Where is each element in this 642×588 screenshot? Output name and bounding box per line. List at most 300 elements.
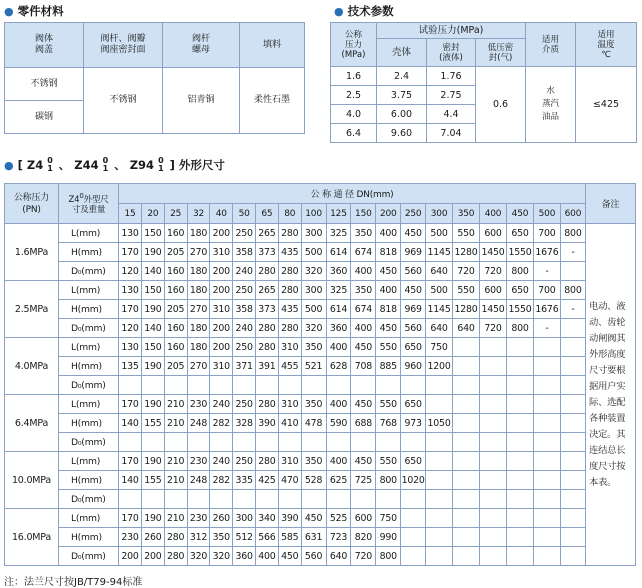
value-cell	[506, 471, 533, 490]
value-cell	[426, 528, 453, 547]
pressure-cell: 16.0MPa	[5, 509, 59, 566]
value-cell: 170	[119, 300, 142, 319]
dn-header-cell: 40	[210, 204, 233, 224]
value-cell: 560	[401, 262, 426, 281]
value-cell: 600	[480, 224, 507, 243]
dims-header-note: 备注	[585, 184, 635, 224]
value-cell: 230	[187, 509, 210, 528]
tech-medium: 水 蒸汽 油品	[526, 67, 576, 143]
value-cell: 200	[210, 224, 233, 243]
value-cell: 260	[141, 528, 164, 547]
value-cell	[119, 376, 142, 395]
value-cell: 674	[351, 243, 376, 262]
value-cell: 210	[164, 452, 187, 471]
value-cell: 1020	[401, 471, 426, 490]
bullet-icon: ●	[334, 4, 344, 18]
value-cell: 280	[278, 319, 301, 338]
value-cell	[506, 357, 533, 376]
value-cell: 320	[210, 547, 233, 566]
value-cell: 371	[233, 357, 256, 376]
pressure-cell: 1.6MPa	[5, 224, 59, 281]
value-cell: 1550	[506, 300, 533, 319]
row-label: H(mm)	[58, 528, 118, 547]
value-cell: 1050	[426, 414, 453, 433]
value-cell	[256, 376, 279, 395]
value-cell: 280	[164, 528, 187, 547]
value-cell	[141, 490, 164, 509]
value-cell	[480, 471, 507, 490]
value-cell	[401, 490, 426, 509]
value-cell: 450	[301, 509, 326, 528]
value-cell	[233, 376, 256, 395]
value-cell: 350	[301, 452, 326, 471]
value-cell: 135	[119, 357, 142, 376]
value-cell: 820	[351, 528, 376, 547]
value-cell: 450	[376, 319, 401, 338]
value-cell: 390	[278, 509, 301, 528]
tech-header-low: 低压密 封(气)	[476, 39, 526, 67]
tech-temp: ≤425	[576, 67, 637, 143]
value-cell	[533, 357, 560, 376]
value-cell	[164, 433, 187, 452]
value-cell: 360	[326, 319, 351, 338]
value-cell: 500	[301, 243, 326, 262]
table-row	[5, 281, 636, 300]
row-label: H(mm)	[58, 471, 118, 490]
value-cell: 358	[233, 300, 256, 319]
row-label: D₀(mm)	[58, 433, 118, 452]
value-cell	[480, 528, 507, 547]
value-cell: 280	[256, 452, 279, 471]
value-cell: -	[533, 319, 560, 338]
value-cell: 674	[351, 300, 376, 319]
value-cell: 140	[119, 471, 142, 490]
value-cell: 325	[326, 224, 351, 243]
dn-header-cell: 50	[233, 204, 256, 224]
value-cell: 450	[351, 395, 376, 414]
value-cell: 190	[141, 452, 164, 471]
dn-header-cell: 15	[119, 204, 142, 224]
value-cell	[187, 433, 210, 452]
table-row	[5, 547, 636, 566]
value-cell: 628	[326, 357, 351, 376]
pressure-cell: 2.5MPa	[5, 281, 59, 338]
table-row	[5, 319, 636, 338]
table-row	[5, 414, 636, 433]
value-cell: 800	[376, 547, 401, 566]
value-cell: 310	[278, 395, 301, 414]
value-cell: 200	[210, 262, 233, 281]
value-cell: 550	[376, 452, 401, 471]
tech-shell: 2.4	[377, 67, 427, 86]
tech-seal: 4.4	[427, 105, 476, 124]
value-cell: -	[560, 243, 585, 262]
value-cell	[210, 433, 233, 452]
value-cell: 190	[141, 357, 164, 376]
value-cell: 410	[278, 414, 301, 433]
value-cell: 478	[301, 414, 326, 433]
value-cell: 140	[141, 319, 164, 338]
value-cell	[351, 376, 376, 395]
dims-header-type: $Z4^0$外型尺 寸及重量	[58, 184, 118, 224]
value-cell: 248	[187, 471, 210, 490]
value-cell: 688	[351, 414, 376, 433]
value-cell: 640	[326, 547, 351, 566]
value-cell: 973	[401, 414, 426, 433]
value-cell	[506, 376, 533, 395]
value-cell	[326, 433, 351, 452]
tech-table	[330, 22, 637, 143]
value-cell	[278, 376, 301, 395]
value-cell: 450	[401, 224, 426, 243]
value-cell: 325	[326, 281, 351, 300]
value-cell: 360	[326, 262, 351, 281]
value-cell	[119, 490, 142, 509]
table-row	[5, 433, 636, 452]
value-cell: 130	[119, 281, 142, 300]
value-cell: 640	[426, 262, 453, 281]
value-cell: 390	[256, 414, 279, 433]
tech-pressure: 2.5	[331, 86, 377, 105]
tech-header-medium: 适用 介质	[526, 23, 576, 67]
value-cell: 180	[187, 338, 210, 357]
tech-pressure: 1.6	[331, 67, 377, 86]
value-cell: 240	[210, 452, 233, 471]
value-cell: 265	[256, 281, 279, 300]
value-cell: 340	[256, 509, 279, 528]
value-cell: 425	[256, 471, 279, 490]
dn-header-cell: 300	[426, 204, 453, 224]
value-cell: 650	[401, 395, 426, 414]
value-cell	[376, 433, 401, 452]
value-cell	[426, 547, 453, 566]
value-cell: 450	[401, 281, 426, 300]
value-cell: 130	[119, 224, 142, 243]
value-cell: 800	[506, 262, 533, 281]
bullet-icon: ●	[4, 158, 14, 172]
bullet-icon: ●	[4, 4, 14, 18]
value-cell: 180	[187, 319, 210, 338]
value-cell: 500	[301, 300, 326, 319]
dims-title: ● [ Z4 0 1 、 Z44 0 1 、 Z94 0 1 ] 外形尺寸	[4, 156, 225, 173]
tech-shell: 3.75	[377, 86, 427, 105]
value-cell: 350	[210, 528, 233, 547]
value-cell: 150	[141, 338, 164, 357]
tech-header-temp: 适用 温度 ℃	[576, 23, 637, 67]
value-cell: 521	[301, 357, 326, 376]
tech-pressure: 6.4	[331, 124, 377, 143]
value-cell: 525	[326, 509, 351, 528]
value-cell: 585	[278, 528, 301, 547]
materials-title: ● 零件材料	[4, 4, 64, 18]
dn-header-cell: 600	[560, 204, 585, 224]
value-cell: 240	[233, 262, 256, 281]
value-cell: 120	[119, 319, 142, 338]
value-cell: 800	[560, 224, 585, 243]
value-cell: 400	[376, 281, 401, 300]
value-cell: 528	[301, 471, 326, 490]
value-cell: 990	[376, 528, 401, 547]
dn-header-cell: 125	[326, 204, 351, 224]
tech-seal: 7.04	[427, 124, 476, 143]
value-cell: 435	[278, 243, 301, 262]
value-cell: 700	[533, 281, 560, 300]
value-cell: 650	[506, 224, 533, 243]
value-cell: 455	[278, 357, 301, 376]
value-cell	[301, 490, 326, 509]
value-cell	[560, 414, 585, 433]
materials-header-packing: 填料	[240, 23, 305, 68]
value-cell: 350	[301, 338, 326, 357]
table-row	[5, 224, 636, 243]
value-cell: 300	[233, 509, 256, 528]
pressure-cell: 4.0MPa	[5, 338, 59, 395]
value-cell: 960	[401, 357, 426, 376]
dn-header-cell: 150	[351, 204, 376, 224]
value-cell: 450	[351, 338, 376, 357]
value-cell: 190	[141, 243, 164, 262]
value-cell: 450	[376, 262, 401, 281]
value-cell: 1450	[480, 243, 507, 262]
pressure-cell: 6.4MPa	[5, 395, 59, 452]
value-cell: 310	[210, 243, 233, 262]
materials-header-nut: 阀杆 螺母	[163, 23, 240, 68]
value-cell: 720	[351, 547, 376, 566]
value-cell: 400	[326, 338, 351, 357]
dn-header-cell: 25	[164, 204, 187, 224]
value-cell: 200	[210, 281, 233, 300]
value-cell: 280	[256, 395, 279, 414]
value-cell	[533, 338, 560, 357]
row-label: D₀(mm)	[58, 262, 118, 281]
table-row	[5, 376, 636, 395]
value-cell	[453, 547, 480, 566]
materials-header-body: 阀体 阀盖	[5, 23, 84, 68]
value-cell: 155	[141, 414, 164, 433]
row-label: L(mm)	[58, 395, 118, 414]
value-cell: 160	[164, 338, 187, 357]
value-cell: 200	[210, 319, 233, 338]
value-cell	[480, 395, 507, 414]
value-cell	[533, 414, 560, 433]
value-cell	[480, 452, 507, 471]
dims-table	[4, 183, 636, 566]
value-cell	[506, 509, 533, 528]
value-cell: 1280	[453, 300, 480, 319]
value-cell	[560, 490, 585, 509]
value-cell: 1676	[533, 243, 560, 262]
value-cell: 700	[533, 224, 560, 243]
value-cell: 160	[164, 262, 187, 281]
value-cell	[426, 509, 453, 528]
value-cell: 180	[187, 262, 210, 281]
table-row	[5, 243, 636, 262]
value-cell: 280	[256, 338, 279, 357]
value-cell	[426, 490, 453, 509]
value-cell	[210, 490, 233, 509]
value-cell: 270	[187, 300, 210, 319]
value-cell	[533, 490, 560, 509]
table-row	[5, 452, 636, 471]
value-cell: 500	[426, 224, 453, 243]
value-cell	[560, 433, 585, 452]
value-cell	[560, 471, 585, 490]
value-cell: 200	[141, 547, 164, 566]
value-cell	[453, 433, 480, 452]
value-cell: 435	[278, 300, 301, 319]
value-cell: 350	[351, 281, 376, 300]
value-cell: 650	[401, 338, 426, 357]
material-body-1: 不锈钢	[5, 68, 84, 101]
value-cell: 640	[426, 319, 453, 338]
value-cell	[533, 528, 560, 547]
value-cell: 248	[187, 414, 210, 433]
value-cell	[480, 357, 507, 376]
value-cell: 265	[256, 224, 279, 243]
dn-header-cell: 500	[533, 204, 560, 224]
value-cell: 120	[119, 262, 142, 281]
value-cell: 310	[210, 300, 233, 319]
value-cell	[426, 452, 453, 471]
value-cell	[533, 547, 560, 566]
dn-header-cell: 80	[278, 204, 301, 224]
value-cell: 450	[278, 547, 301, 566]
value-cell: 300	[301, 281, 326, 300]
value-cell: 160	[164, 224, 187, 243]
value-cell	[560, 357, 585, 376]
table-row	[5, 528, 636, 547]
value-cell	[480, 509, 507, 528]
value-cell	[233, 433, 256, 452]
value-cell	[351, 490, 376, 509]
dn-header-cell: 400	[480, 204, 507, 224]
value-cell	[453, 452, 480, 471]
value-cell: 130	[119, 338, 142, 357]
value-cell: 200	[210, 338, 233, 357]
tech-shell: 9.60	[377, 124, 427, 143]
value-cell	[506, 490, 533, 509]
value-cell: 512	[233, 528, 256, 547]
value-cell: 180	[187, 224, 210, 243]
value-cell: 160	[164, 281, 187, 300]
value-cell: 1280	[453, 243, 480, 262]
value-cell: 650	[401, 452, 426, 471]
value-cell: 1450	[480, 300, 507, 319]
value-cell: 240	[233, 319, 256, 338]
value-cell: 768	[376, 414, 401, 433]
footnote: 注：法兰尺寸按JB/T79-94标准	[4, 577, 143, 588]
dn-header-cell: 100	[301, 204, 326, 224]
value-cell	[426, 433, 453, 452]
row-label: H(mm)	[58, 300, 118, 319]
dn-header-cell: 450	[506, 204, 533, 224]
value-cell: 310	[278, 452, 301, 471]
value-cell: 170	[119, 509, 142, 528]
value-cell: 250	[233, 395, 256, 414]
value-cell: 360	[233, 547, 256, 566]
value-cell	[560, 395, 585, 414]
value-cell: 373	[256, 300, 279, 319]
value-cell: 560	[301, 547, 326, 566]
row-label: D₀(mm)	[58, 490, 118, 509]
remark-cell: 电动、液动、齿轮动闸阀其外形高度尺寸要根据用户实际、选配各种装置决定。其连结总长度尺寸按本表。	[585, 224, 635, 566]
value-cell: 550	[376, 395, 401, 414]
value-cell: 230	[187, 395, 210, 414]
value-cell: 600	[480, 281, 507, 300]
value-cell	[278, 490, 301, 509]
value-cell: 270	[187, 357, 210, 376]
value-cell: 328	[233, 414, 256, 433]
value-cell	[533, 433, 560, 452]
value-cell	[401, 433, 426, 452]
value-cell	[326, 490, 351, 509]
value-cell	[453, 490, 480, 509]
value-cell	[256, 433, 279, 452]
value-cell	[301, 376, 326, 395]
tech-header-seal: 密封 (液体)	[427, 39, 476, 67]
tech-header-shell: 壳体	[377, 39, 427, 67]
value-cell	[560, 262, 585, 281]
dn-header-cell: 350	[453, 204, 480, 224]
value-cell: 230	[187, 452, 210, 471]
value-cell: 190	[141, 395, 164, 414]
value-cell: 310	[210, 357, 233, 376]
value-cell	[480, 376, 507, 395]
value-cell	[506, 547, 533, 566]
value-cell	[233, 490, 256, 509]
value-cell	[401, 509, 426, 528]
value-cell: 614	[326, 300, 351, 319]
value-cell: 885	[376, 357, 401, 376]
table-row	[5, 338, 636, 357]
dn-header-cell: 200	[376, 204, 401, 224]
value-cell	[376, 376, 401, 395]
value-cell: 969	[401, 300, 426, 319]
material-stem-nut: 铝青铜	[163, 68, 240, 134]
value-cell	[164, 490, 187, 509]
value-cell: 800	[560, 281, 585, 300]
value-cell: 400	[376, 224, 401, 243]
value-cell	[506, 395, 533, 414]
value-cell: 650	[506, 281, 533, 300]
value-cell: 800	[506, 319, 533, 338]
value-cell	[453, 395, 480, 414]
value-cell: 280	[278, 262, 301, 281]
value-cell	[453, 376, 480, 395]
value-cell: -	[560, 300, 585, 319]
value-cell: 590	[326, 414, 351, 433]
materials-table	[4, 22, 305, 134]
value-cell	[533, 395, 560, 414]
value-cell: 210	[164, 414, 187, 433]
tech-shell: 6.00	[377, 105, 427, 124]
value-cell: 320	[301, 262, 326, 281]
value-cell: 614	[326, 243, 351, 262]
value-cell: 1145	[426, 243, 453, 262]
value-cell: 350	[351, 224, 376, 243]
material-stem-seat: 不锈钢	[84, 68, 163, 134]
row-label: L(mm)	[58, 509, 118, 528]
value-cell: 280	[278, 224, 301, 243]
value-cell	[187, 376, 210, 395]
value-cell: 400	[326, 452, 351, 471]
value-cell: 312	[187, 528, 210, 547]
value-cell: 210	[164, 509, 187, 528]
value-cell: 723	[326, 528, 351, 547]
row-label: H(mm)	[58, 414, 118, 433]
table-row	[5, 395, 636, 414]
value-cell: 550	[453, 281, 480, 300]
